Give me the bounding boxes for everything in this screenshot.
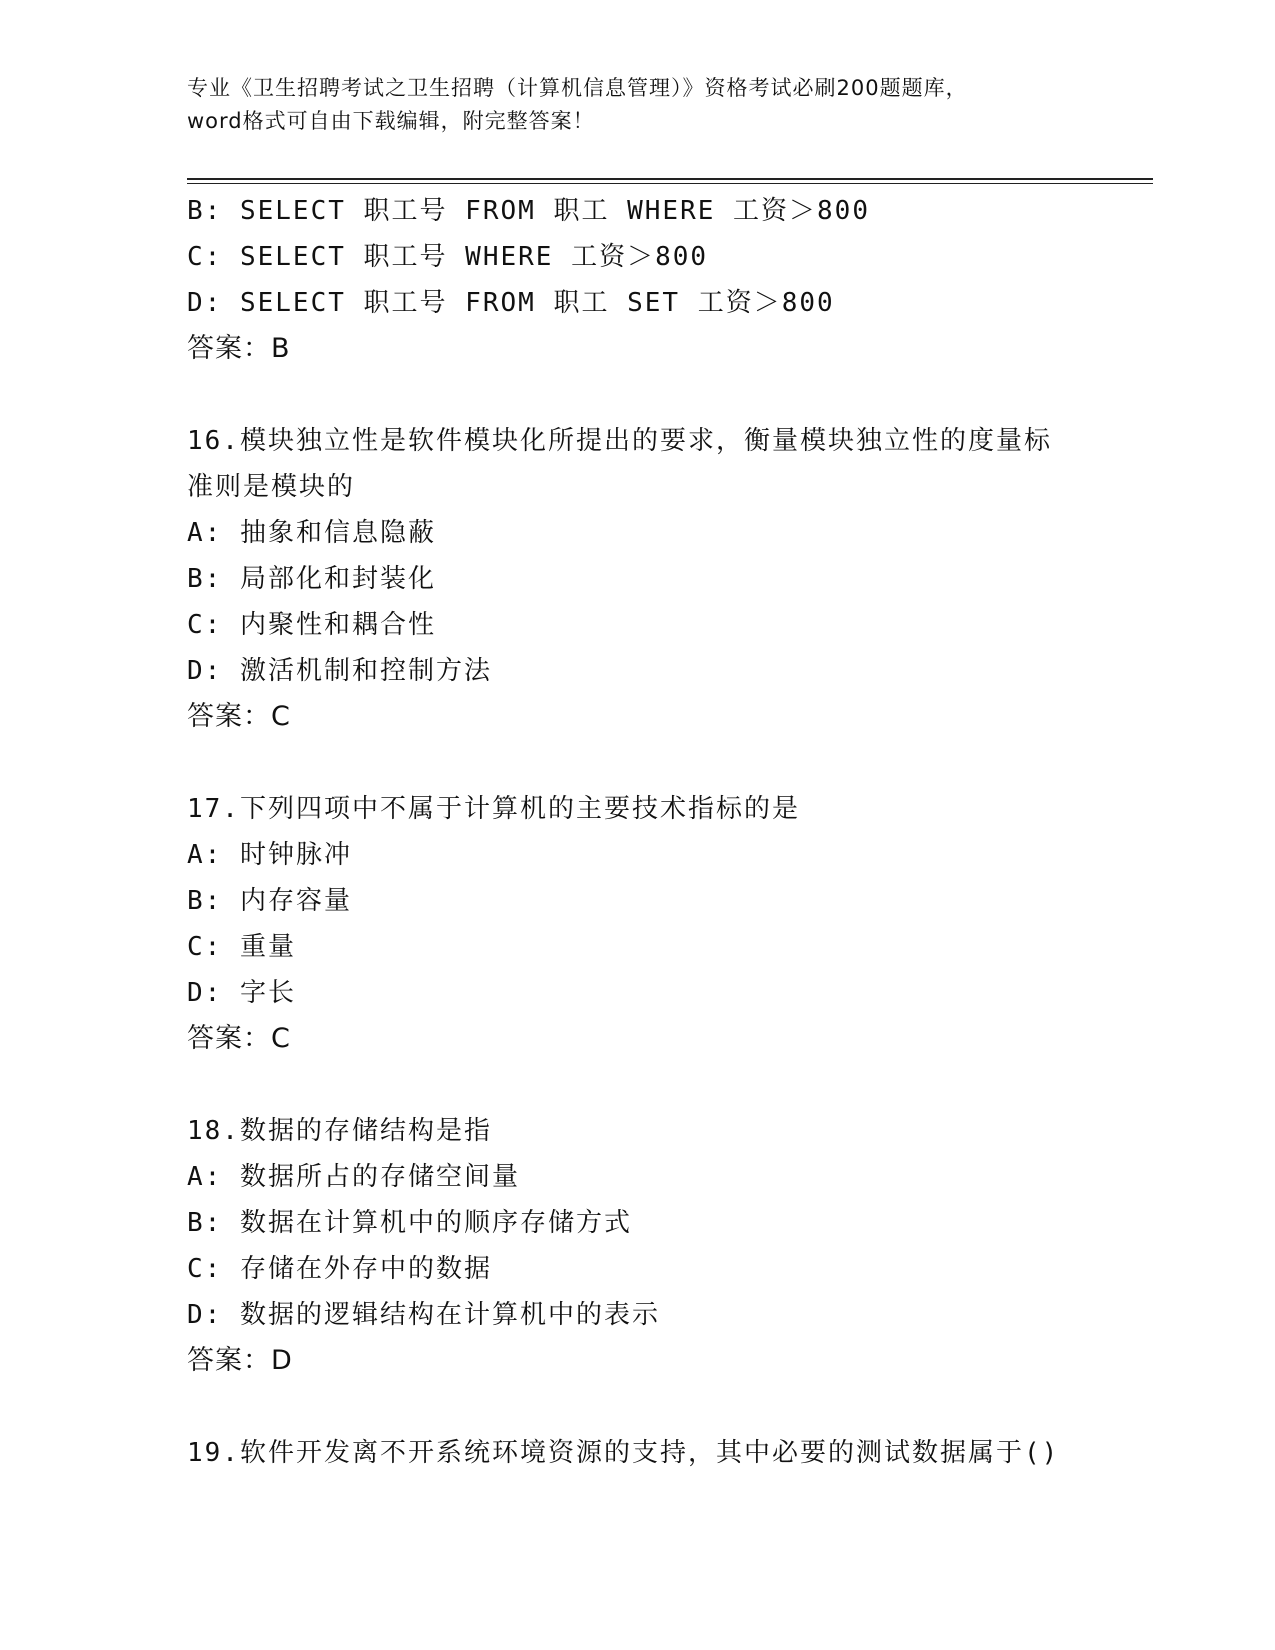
option-c: C: SELECT 职工号 WHERE 工资＞800 bbox=[187, 242, 709, 272]
question-stem-line: 准则是模块的 bbox=[187, 472, 356, 502]
option-c: C: 存储在外存中的数据 bbox=[187, 1254, 492, 1284]
answer: 答案：D bbox=[187, 1345, 293, 1376]
question-stem-line: 19.软件开发离不开系统环境资源的支持，其中必要的测试数据属于() bbox=[187, 1438, 1060, 1468]
answer: 答案：C bbox=[187, 1023, 291, 1054]
option-b: B: SELECT 职工号 FROM 职工 WHERE 工资＞800 bbox=[187, 196, 870, 226]
option-b: B: 内存容量 bbox=[187, 886, 352, 916]
question-17 bbox=[187, 786, 1087, 1062]
option-c: C: 重量 bbox=[187, 932, 296, 962]
option-c: C: 内聚性和耦合性 bbox=[187, 610, 436, 640]
question-18 bbox=[187, 1108, 1087, 1384]
option-d: D: 字长 bbox=[187, 978, 296, 1008]
option-a: A: 数据所占的存储空间量 bbox=[187, 1162, 520, 1192]
question-15-continued bbox=[187, 188, 1087, 372]
answer: 答案：C bbox=[187, 701, 291, 732]
question-stem-line: 17.下列四项中不属于计算机的主要技术指标的是 bbox=[187, 794, 800, 824]
header-line-2: word格式可自由下载编辑，附完整答案！ bbox=[187, 109, 595, 133]
spacer bbox=[187, 372, 1087, 418]
document-header bbox=[187, 72, 1087, 138]
option-a: A: 时钟脉冲 bbox=[187, 840, 352, 870]
header-divider-thin bbox=[187, 183, 1153, 184]
option-b: B: 数据在计算机中的顺序存储方式 bbox=[187, 1208, 632, 1238]
question-19 bbox=[187, 1430, 1087, 1476]
option-a: A: 抽象和信息隐蔽 bbox=[187, 518, 436, 548]
spacer bbox=[187, 1384, 1087, 1430]
question-16 bbox=[187, 418, 1087, 740]
option-d: D: 激活机制和控制方法 bbox=[187, 656, 492, 686]
option-d: D: 数据的逻辑结构在计算机中的表示 bbox=[187, 1300, 660, 1330]
question-stem-line: 18.数据的存储结构是指 bbox=[187, 1116, 492, 1146]
question-list bbox=[187, 188, 1087, 1476]
option-b: B: 局部化和封装化 bbox=[187, 564, 436, 594]
answer: 答案：B bbox=[187, 333, 291, 364]
header-line-1: 专业《卫生招聘考试之卫生招聘（计算机信息管理）》资格考试必刷200题题库， bbox=[187, 76, 968, 100]
option-d: D: SELECT 职工号 FROM 职工 SET 工资＞800 bbox=[187, 288, 835, 318]
question-stem-line: 16.模块独立性是软件模块化所提出的要求，衡量模块独立性的度量标 bbox=[187, 426, 1052, 456]
spacer bbox=[187, 740, 1087, 786]
header-divider-thick bbox=[187, 178, 1153, 180]
spacer bbox=[187, 1062, 1087, 1108]
